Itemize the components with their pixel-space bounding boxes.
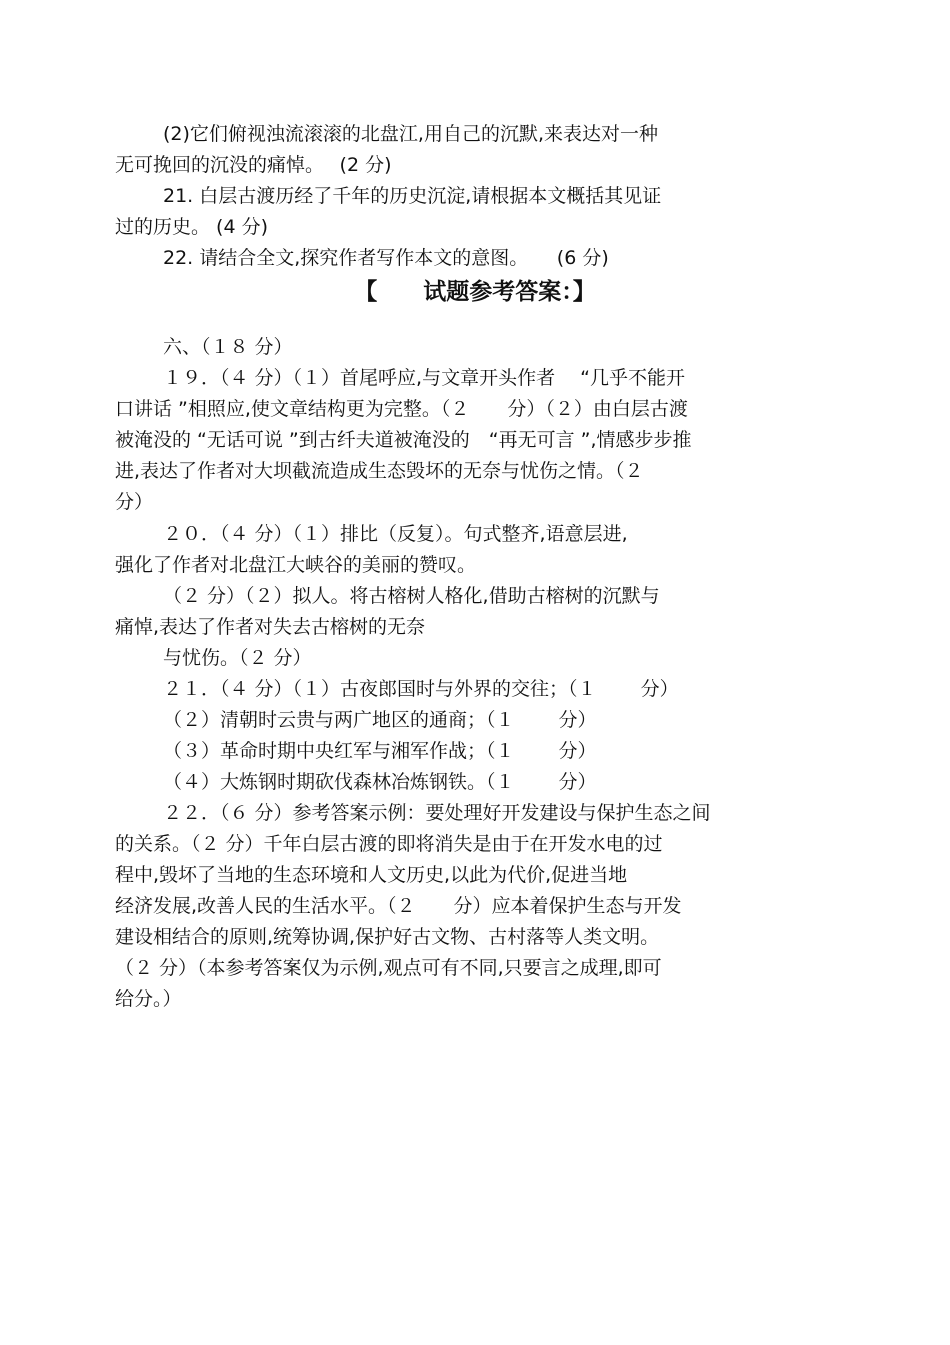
answer-20-line5: 与忧伤。（２ 分） bbox=[163, 647, 312, 669]
answer-22-line5: 建设相结合的原则,统筹协调,保护好古文物、古村落等人类文明。 bbox=[115, 926, 660, 948]
answer-19-line5: 分） bbox=[115, 491, 154, 513]
answer-19-line2: 口讲话 ”相照应,使文章结构更为完整。（２ 分）（２）由白层古渡 bbox=[115, 398, 688, 420]
answer-21-line4: （４）大炼钢时期砍伐森林冶炼钢铁。（１ 分） bbox=[163, 771, 597, 793]
answer-section-six: 六、（１８ 分） bbox=[163, 336, 293, 358]
question-21-line2: 过的历史。 (4 分) bbox=[115, 216, 268, 238]
answer-20-line1: ２０．（４ 分）（１）排比（反复）。句式整齐,语意层进, bbox=[163, 523, 628, 545]
answer-19-line3: 被淹没的 “无话可说 ”到古纤夫道被淹没的 “再无可言 ”,情感步步推 bbox=[115, 429, 692, 451]
answer-22-line4: 经济发展,改善人民的生活水平。（２ 分）应本着保护生态与开发 bbox=[115, 895, 682, 917]
answer-22-line3: 程中,毁坏了当地的生态环境和人文历史,以此为代价,促进当地 bbox=[115, 864, 628, 886]
question-20-part2-line2: 无可挽回的沉没的痛悼。 (2 分) bbox=[115, 154, 392, 176]
answer-20-line2: 强化了作者对北盘江大峡谷的美丽的赞叹。 bbox=[115, 554, 477, 576]
answer-21-line3: （３）革命时期中央红军与湘军作战；（１ 分） bbox=[163, 740, 597, 762]
answers-title: 【 试题参考答案：】 bbox=[354, 279, 596, 305]
answer-22-line7: 给分。） bbox=[115, 988, 182, 1010]
answer-22-line2: 的关系。（２ 分）千年白层古渡的即将消失是由于在开发水电的过 bbox=[115, 833, 663, 855]
answer-20-line4: 痛悼,表达了作者对失去古榕树的无奈 bbox=[115, 616, 426, 638]
answer-19-line4: 进,表达了作者对大坝截流造成生态毁坏的无奈与忧伤之情。（２ bbox=[115, 460, 644, 482]
answer-20-line3: （２ 分）（２）拟人。将古榕树人格化,借助古榕树的沉默与 bbox=[163, 585, 660, 607]
question-21-line1: 21. 白层古渡历经了千年的历史沉淀,请根据本文概括其见证 bbox=[163, 185, 662, 207]
question-22-line: 22. 请结合全文,探究作者写作本文的意图。 (6 分) bbox=[163, 247, 609, 269]
answer-21-line2: （２）清朝时云贵与两广地区的通商；（１ 分） bbox=[163, 709, 597, 731]
answer-22-line6: （２ 分）（本参考答案仅为示例,观点可有不同,只要言之成理,即可 bbox=[115, 957, 662, 979]
answer-21-line1: ２１．（４ 分）（１）古夜郎国时与外界的交往；（１ 分） bbox=[163, 678, 679, 700]
answer-22-line1: ２２．（６ 分）参考答案示例：要处理好开发建设与保护生态之间 bbox=[163, 802, 711, 824]
answer-19-line1: １９．（４ 分）（１）首尾呼应,与文章开头作者 “几乎不能开 bbox=[163, 367, 685, 389]
question-20-part2-line1: (2)它们俯视浊流滚滚的北盘江,用自己的沉默,来表达对一种 bbox=[163, 123, 658, 145]
